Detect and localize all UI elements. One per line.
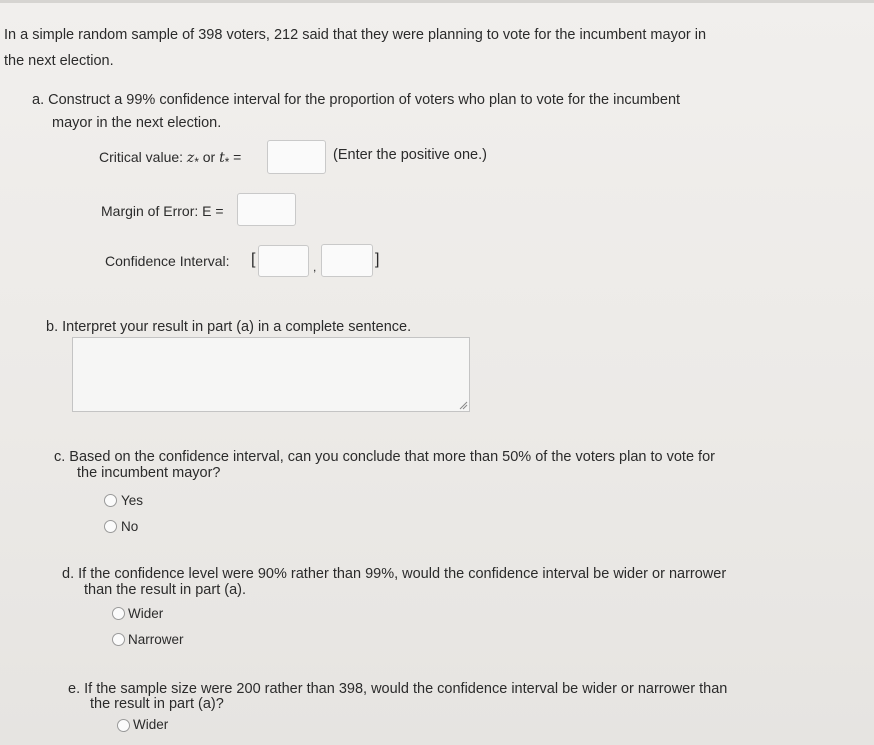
option-wider-d-label: Wider: [128, 606, 164, 621]
part-d-line-2: than the result in part (a).: [84, 582, 246, 598]
critical-t-symbol: t: [219, 150, 225, 166]
interpretation-textarea[interactable]: [72, 337, 470, 412]
critical-t-star: *: [224, 155, 230, 169]
critical-label-text: Critical value:: [99, 149, 184, 165]
radio-narrower-d[interactable]: [112, 633, 125, 646]
critical-z-star: *: [194, 155, 199, 169]
critical-or: or: [202, 149, 216, 165]
ci-close-bracket: ]: [375, 251, 380, 268]
critical-value-hint: (Enter the positive one.): [333, 147, 487, 163]
confidence-interval-label: Confidence Interval:: [105, 253, 230, 269]
radio-wider-e[interactable]: [117, 719, 130, 732]
part-e-line-2: the result in part (a)?: [90, 696, 224, 712]
intro-line-1: In a simple random sample of 398 voters, 212 said that they were planning to vote for the incumbent mayor in: [4, 27, 707, 43]
option-no-label: No: [121, 519, 139, 534]
part-d-line-1: d. If the confidence level were 90% rather than 99%, would the confidence interval be wider or narrower: [62, 566, 727, 582]
radio-yes[interactable]: [104, 494, 117, 507]
resize-grip-icon[interactable]: [458, 400, 468, 410]
option-yes-label: Yes: [121, 493, 144, 508]
part-e-line-1: e. If the sample size were 200 rather than 398, would the confidence interval be wider or narrower than: [68, 681, 728, 697]
radio-no[interactable]: [104, 520, 117, 533]
part-c-line-1: c. Based on the confidence interval, can you conclude that more than 50% of the voters plan to vote for: [54, 449, 715, 465]
ci-lower-input[interactable]: [258, 245, 309, 277]
part-a-line-1: a. Construct a 99% confidence interval for the proportion of voters who plan to vote for the incumbent: [32, 92, 681, 108]
option-wider-e-label: Wider: [133, 717, 169, 732]
margin-of-error-input[interactable]: [237, 193, 296, 226]
top-border: [0, 0, 874, 3]
part-a-line-2: mayor in the next election.: [52, 115, 222, 131]
intro-line-2: the next election.: [4, 53, 114, 69]
critical-value-input[interactable]: [267, 140, 326, 174]
critical-equals: =: [233, 149, 242, 165]
critical-value-label: [99, 148, 241, 172]
radio-wider-d[interactable]: [112, 607, 125, 620]
ci-upper-input[interactable]: [321, 244, 373, 277]
margin-of-error-label: Margin of Error: E =: [101, 203, 224, 219]
option-narrower-d-label: Narrower: [128, 632, 184, 647]
part-b-prompt: b. Interpret your result in part (a) in a complete sentence.: [46, 319, 412, 335]
part-c-line-2: the incumbent mayor?: [77, 465, 221, 481]
ci-comma: ,: [313, 260, 317, 274]
ci-open-bracket: [: [251, 251, 256, 268]
critical-z-symbol: z: [186, 150, 195, 166]
